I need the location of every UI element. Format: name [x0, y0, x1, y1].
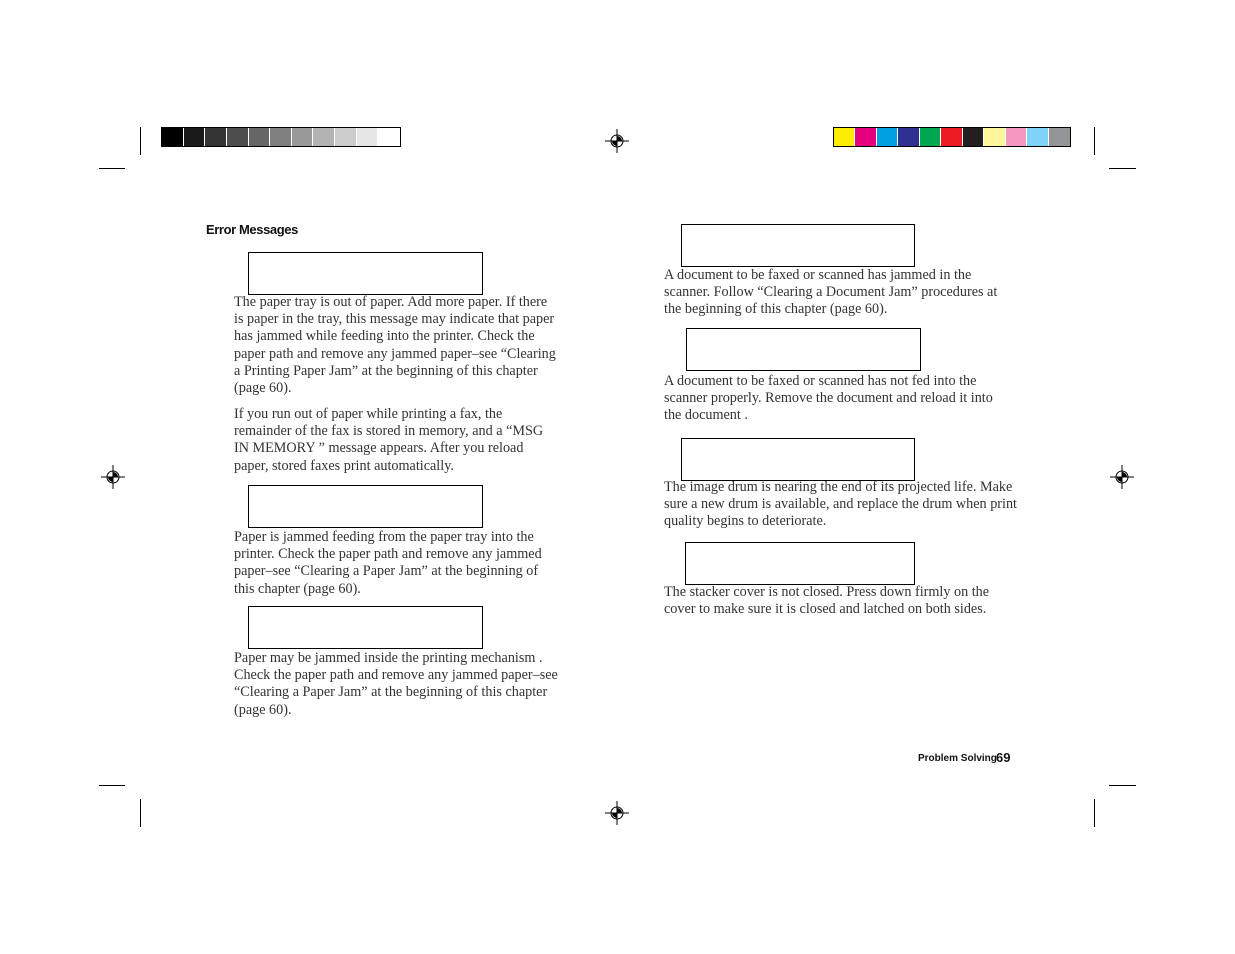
grayscale-swatch — [313, 128, 335, 146]
left-paragraph-4: Paper may be jammed inside the printing mechanism . Check the paper path and remove any jammed paper–see “Clearing a Paper Jam” at the beginning of this chapter (page 60). — [234, 650, 558, 718]
color-swatch — [855, 128, 876, 146]
error-message-box — [681, 224, 915, 267]
right-paragraph-3: The image drum is nearing the end of its projected life. Make sure a new drum is available, and replace the drum when print quality begins to deteriorate. — [664, 479, 1017, 530]
crop-mark-top-left-horizontal — [99, 168, 125, 169]
registration-mark-icon — [1110, 465, 1134, 489]
error-message-box — [681, 438, 915, 481]
error-message-box — [248, 606, 483, 649]
color-swatch — [877, 128, 898, 146]
registration-mark-icon — [605, 129, 629, 153]
color-swatch — [920, 128, 941, 146]
color-calibration-bar — [833, 127, 1071, 147]
footer-section-label: Problem Solving — [918, 753, 997, 764]
right-paragraph-4: The stacker cover is not closed. Press down firmly on the cover to make sure it is closed and latched on both sides. — [664, 584, 990, 618]
grayscale-swatch — [357, 128, 379, 146]
grayscale-swatch — [378, 128, 400, 146]
left-paragraph-2: If you run out of paper while printing a fax, the remainder of the fax is stored in memory, and a “MSG IN MEMORY ” message appears. After you reload paper, stored faxes print automatically. — [234, 406, 544, 474]
crop-mark-bottom-left-vertical — [140, 799, 141, 827]
right-paragraph-2: A document to be faxed or scanned has not fed into the scanner properly. Remove the document and reload it into the document . — [664, 373, 993, 424]
grayscale-swatch — [205, 128, 227, 146]
color-swatch — [1006, 128, 1027, 146]
grayscale-calibration-bar — [161, 127, 401, 147]
grayscale-swatch — [227, 128, 249, 146]
crop-mark-top-right-horizontal — [1109, 168, 1136, 169]
grayscale-swatch — [249, 128, 271, 146]
grayscale-swatch — [184, 128, 206, 146]
error-message-box — [248, 252, 483, 295]
left-paragraph-1: The paper tray is out of paper. Add more paper. If there is paper in the tray, this message may indicate that paper has jammed while feeding into the printer. Check the paper path and remove any jammed paper–see “Clearing a Printing Paper Jam” at the beginning of this chapter (page 60). — [234, 294, 556, 397]
crop-mark-top-left-vertical — [140, 127, 141, 155]
registration-mark-icon — [605, 801, 629, 825]
color-swatch — [898, 128, 919, 146]
crop-mark-top-right-vertical — [1094, 127, 1095, 155]
color-swatch — [1027, 128, 1048, 146]
right-paragraph-1: A document to be faxed or scanned has jammed in the scanner. Follow “Clearing a Document Jam” procedures at the beginning of this chapter (page 60). — [664, 267, 998, 318]
color-swatch — [941, 128, 962, 146]
section-heading: Error Messages — [206, 222, 298, 237]
registration-mark-icon — [101, 465, 125, 489]
crop-mark-bottom-left-horizontal — [99, 785, 125, 786]
error-message-box — [248, 485, 483, 528]
page-number: 69 — [996, 750, 1011, 765]
color-swatch — [984, 128, 1005, 146]
grayscale-swatch — [270, 128, 292, 146]
left-paragraph-3: Paper is jammed feeding from the paper tray into the printer. Check the paper path and remove any jammed paper–see “Clearing a Paper Jam” at the beginning of this chapter (page 60). — [234, 529, 542, 597]
grayscale-swatch — [335, 128, 357, 146]
color-swatch — [1049, 128, 1070, 146]
color-swatch — [834, 128, 855, 146]
grayscale-swatch — [292, 128, 314, 146]
error-message-box — [685, 542, 915, 585]
color-swatch — [963, 128, 984, 146]
crop-mark-bottom-right-vertical — [1094, 799, 1095, 827]
crop-mark-bottom-right-horizontal — [1109, 785, 1136, 786]
error-message-box — [686, 328, 921, 371]
grayscale-swatch — [162, 128, 184, 146]
